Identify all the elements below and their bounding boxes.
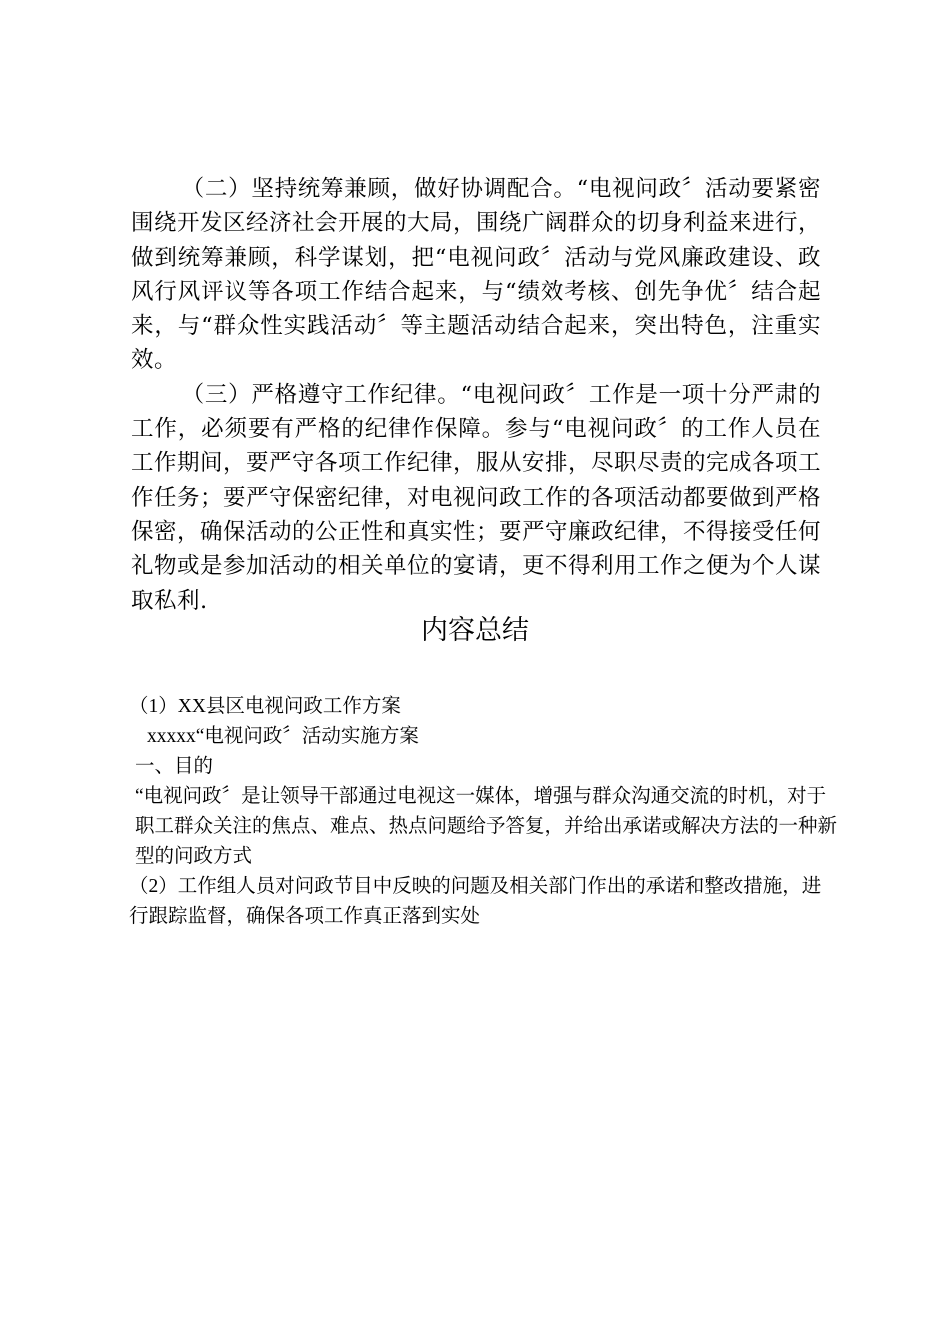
summary-purpose-text: “电视问政〞是让领导干部通过电视这一媒体，增强与群众沟通交流的时机，对于职工群众关注的焦点、难点、热点问题给予答复，并给出承诺或解决方法的一种新型的问政方式 [135,786,838,867]
summary-plan-title: xxxxx“电视问政〞活动实施方案 [147,726,419,747]
document-body [131,172,821,618]
summary-item-2: （2）工作组人员对问政节目中反映的问题及相关部门作出的承诺和整改措施，进行跟踪监督，确保各项工作真正落到实处 [129,876,822,927]
summary-section [129,692,839,932]
summary-title: 内容总结 [421,615,529,645]
summary-purpose-heading: 一、目的 [135,756,214,777]
paragraph-coordination: （二）坚持统筹兼顾，做好协调配合。“电视问政〞活动要紧密围绕开发区经济社会开展的大局，围绕广阔群众的切身利益来进行，做到统筹兼顾，科学谋划，把“电视问政〞活动与党风廉政建设、政风行风评议等各项工作结合起来，与“绩效考核、创先争优〞结合起来，与“群众性实践活动〞等主题活动结合起来，突出特色，注重实效。 [131,176,822,374]
paragraph-discipline: （三）严格遵守工作纪律。“电视问政〞工作是一项十分严肃的工作，必须要有严格的纪律作保障。参与“电视问政〞的工作人员在工作期间，要严守各项工作纪律，服从安排，尽职尽责的完成各项工作任务；要严守保密纪律，对电视问政工作的各项活动都要做到严格保密，确保活动的公正性和真实性；要严守廉政纪律，不得接受任何礼物或是参加活动的相关单位的宴请，更不得利用工作之便为个人谋取私利. [131,381,822,614]
summary-item-1: （1）XX县区电视问政工作方案 [129,696,401,717]
